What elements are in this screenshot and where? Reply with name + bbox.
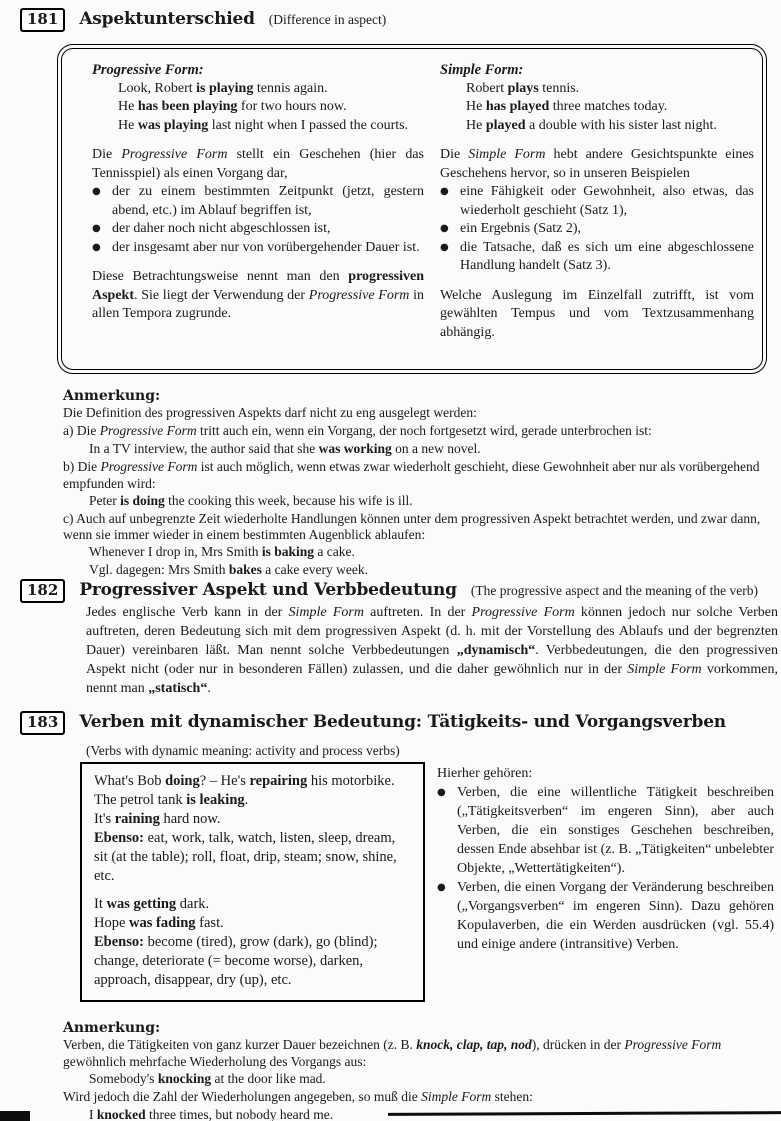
text-segment: Die xyxy=(92,147,122,162)
text-segment: knocked xyxy=(96,1106,146,1121)
text-segment: vorkommen, nennt man xyxy=(86,662,779,696)
text-segment: In a TV interview, the author said that she xyxy=(89,441,319,456)
text-segment: doing xyxy=(165,773,200,789)
text-segment: three times, but nobody heard me. xyxy=(145,1106,334,1121)
text-segment: a double with his sister last night. xyxy=(525,117,717,133)
text-line xyxy=(92,239,424,258)
text-segment: The petrol tank xyxy=(94,792,187,808)
progressive-form-column xyxy=(92,61,424,342)
text-segment: plays xyxy=(507,80,539,96)
text-segment: Diese Betrachtungsweise nennt man den xyxy=(92,269,349,284)
text-segment: in allen Tempora zugrunde. xyxy=(92,287,425,321)
text-segment: können jedoch nur solche Verben auftreten, deren Bedeutung sich mit dem progressiven Aspekt (d. h. mit der Vorstellung des Ablaufs und der begrenzten Dauer) vereinbaren läßt. Man nennt solche Verbbedeutungen xyxy=(86,605,779,658)
section-181-header xyxy=(20,8,386,32)
aspect-comparison-box-inner xyxy=(61,48,763,370)
text-segment: his motorbike. xyxy=(307,773,395,789)
text-segment: Welche Auslegung im Einzelfall zutrifft, ist vom gewählten Tempus und vom Textzusammenhang abhängig. xyxy=(440,287,754,340)
text-line xyxy=(63,405,771,423)
note-section-183 xyxy=(63,1019,775,1121)
text-line xyxy=(63,441,771,459)
text-line xyxy=(63,459,771,493)
progressive-form-heading: Progressive Form: xyxy=(92,62,204,78)
text-segment: was playing xyxy=(137,117,209,133)
text-segment: I xyxy=(89,1106,97,1121)
text-segment: repairing xyxy=(249,773,308,789)
text-segment: der zu einem bestimmten Zeitpunkt (jetzt, gestern abend, etc.) im Ablauf begriffen ist, xyxy=(112,184,424,218)
section-number-badge: 183 xyxy=(20,711,65,735)
text-segment: Verben, die einen Vorgang der Veränderung beschreiben („Vorgangsverben“ im engeren Sinn). Dazu gehören Kopulaverben, die ein Werden ausdrücken (vgl. 55.4) und einige andere (intransitive) Verben. xyxy=(457,880,774,952)
text-segment: progressiven Aspekt xyxy=(92,269,424,303)
progressive-form-examples xyxy=(92,80,424,136)
section-subtitle-en: (The progressive aspect and the meaning of the verb) xyxy=(470,583,759,598)
text-segment: What's Bob xyxy=(94,773,166,789)
text-segment: Whenever I drop in, Mrs Smith xyxy=(89,544,262,560)
simple-form-conclusion xyxy=(440,287,754,343)
dynamic-verbs-examples-box xyxy=(80,762,425,1002)
section-number-badge: 182 xyxy=(20,579,65,603)
text-line xyxy=(94,895,411,914)
text-segment: dark. xyxy=(176,896,210,912)
simple-form-heading: Simple Form: xyxy=(440,62,524,78)
text-segment: Wird jedoch die Zahl der Wiederholungen angegeben, so muß die xyxy=(63,1088,422,1104)
section-183-header xyxy=(20,711,726,735)
text-segment: Progressive Form xyxy=(100,459,198,474)
text-segment: is leaking xyxy=(186,792,245,808)
text-segment: is doing xyxy=(120,492,165,508)
text-segment: was working xyxy=(318,441,392,456)
text-segment: played xyxy=(485,117,526,133)
text-segment: It's xyxy=(94,811,115,827)
text-segment: Verben, die eine willentliche Tätigkeit beschreiben („Tätigkeitsverben“ im engeren Sinn), aber auch Verben, die ein sonstiges Geschehen beschreiben, dessen Ende absehbar ist (z. B. „Tätigkeiten“ unbelebter Objekte, „Wettertätigkeiten“). xyxy=(457,785,774,876)
process-verbs-note xyxy=(437,878,774,954)
text-segment: has been playing xyxy=(137,99,238,114)
note-label: Anmerkung: xyxy=(63,1020,161,1036)
text-line xyxy=(63,493,771,511)
section-subtitle-en: (Difference in aspect) xyxy=(268,12,387,27)
text-segment: tritt auch ein, wenn ein Vorgang, der noch fortgesetzt wird, gerade unterbrochen ist: xyxy=(196,423,652,438)
text-line xyxy=(63,1089,775,1107)
text-segment: . xyxy=(207,681,211,696)
text-line xyxy=(63,562,771,580)
text-segment: Progressive Form xyxy=(99,423,197,438)
text-segment: Ebenso: xyxy=(94,934,144,950)
text-segment: c) Auch auf unbegrenzte Zeit wiederholte Handlungen können unter dem progressiven Aspekt betrachtet werden, und zwar dann, wenn sie immer wieder in einem bestimmten Augenblick ablaufen: xyxy=(63,510,761,543)
text-segment: Progressive Form xyxy=(121,147,228,162)
section-title: Progressiver Aspekt und Verbbedeutung xyxy=(79,580,457,600)
section-title: Verben mit dynamischer Bedeutung: Tätigkeits- und Vorgangsverben xyxy=(79,712,726,732)
note-label: Anmerkung: xyxy=(63,388,161,404)
text-segment: hebt andere Gesichtspunkte eines Geschehens hervor, so in unseren Beispielen xyxy=(440,147,755,181)
text-segment: stehen: xyxy=(491,1088,533,1104)
text-segment: the cooking this week, because his wife is ill. xyxy=(164,492,413,508)
text-line xyxy=(92,98,424,117)
text-segment: . Sie liegt der Verwendung der xyxy=(134,287,309,303)
note-lines xyxy=(63,1037,775,1121)
text-segment: hard now. xyxy=(159,811,221,827)
text-segment: is playing xyxy=(196,80,254,96)
text-segment: Die xyxy=(440,147,469,162)
text-segment: on a new novel. xyxy=(391,441,481,456)
progressive-aspect-conclusion xyxy=(92,268,424,324)
text-segment: Verben, die Tätigkeiten von ganz kurzer Dauer bezeichnen (z. B. xyxy=(63,1037,417,1052)
text-line xyxy=(440,239,754,276)
text-segment: tennis again. xyxy=(253,80,328,96)
text-segment: der daher noch nicht abgeschlossen ist, xyxy=(112,221,331,236)
text-segment: „statisch“ xyxy=(148,681,208,696)
text-segment: ein Ergebnis (Satz 2), xyxy=(460,221,582,236)
text-line xyxy=(63,511,771,545)
text-segment: three matches today. xyxy=(549,99,668,114)
text-segment: b) Die xyxy=(63,459,101,474)
text-segment: has played xyxy=(485,99,550,114)
text-segment: Die Definition des progressiven Aspekts darf nicht zu eng ausgelegt werden: xyxy=(63,405,477,420)
text-segment: Hope xyxy=(94,915,130,931)
text-segment: stellt ein Geschehen (hier das Tennisspiel) als einen Vorgang dar, xyxy=(92,147,424,181)
text-segment: a) Die xyxy=(63,423,100,438)
progressive-form-bullets xyxy=(92,183,424,257)
text-segment: gewöhnlich mehrfache Wiederholung des Vorgangs aus: xyxy=(63,1053,367,1069)
activity-verbs-examples xyxy=(94,772,411,886)
dynamic-verbs-notes xyxy=(437,764,774,954)
text-segment: Simple Form xyxy=(468,147,546,162)
text-line xyxy=(92,183,424,220)
text-line xyxy=(440,117,754,136)
text-line xyxy=(92,220,424,239)
text-line xyxy=(92,80,424,99)
text-segment: die Tatsache, daß es sich um eine abgeschlossene Handlung handelt (Satz 3). xyxy=(460,239,754,273)
text-segment: knock, clap, tap, nod xyxy=(416,1037,532,1052)
simple-form-examples xyxy=(440,80,754,136)
text-segment: Simple Form xyxy=(288,605,364,620)
scan-artifact-corner xyxy=(0,1111,30,1121)
text-segment: for two hours now. xyxy=(237,99,347,114)
text-segment: Progressive Form xyxy=(471,605,575,620)
text-segment: ? – He's xyxy=(199,773,250,789)
text-segment: Peter xyxy=(89,492,121,508)
text-line xyxy=(63,1037,775,1071)
text-segment: last night when I passed the courts. xyxy=(208,117,409,133)
text-segment: eat, work, talk, watch, listen, sleep, dream, sit (at the table); roll, float, drip, steam; snow, shine, etc. xyxy=(94,830,397,884)
text-segment: ), drücken in der xyxy=(531,1037,625,1052)
text-segment: It xyxy=(94,896,107,912)
text-line xyxy=(63,423,771,441)
note-section-181 xyxy=(63,387,771,580)
text-line xyxy=(94,914,411,933)
text-segment: Ebenso: xyxy=(94,830,144,846)
text-segment: Jedes englische Verb kann in der xyxy=(86,605,289,620)
activity-verbs-note xyxy=(437,783,774,878)
text-segment: a cake every week. xyxy=(261,562,368,578)
section-182-header xyxy=(20,579,758,603)
text-segment: fast. xyxy=(195,915,224,931)
text-line xyxy=(94,772,411,791)
text-segment: Vgl. dagegen: Mrs Smith xyxy=(89,562,229,578)
text-segment: raining xyxy=(114,811,160,827)
aspect-comparison-box xyxy=(57,44,767,374)
text-segment: is baking xyxy=(261,544,314,560)
text-segment: . xyxy=(244,792,249,808)
section-title: Aspektunterschied xyxy=(79,9,255,29)
note-lines xyxy=(63,405,771,580)
text-segment: Simple Form xyxy=(421,1088,492,1104)
text-segment: Somebody's xyxy=(89,1070,158,1086)
text-segment: . Verbbedeutungen, die den progressiven Aspekt nicht (oder nur in besonderen Fällen) zulassen, und die daher gewöhnlich nur in der xyxy=(86,643,778,677)
text-segment: Progressive Form xyxy=(624,1037,722,1052)
text-line xyxy=(63,544,771,562)
notes-intro: Hierher gehören: xyxy=(437,766,533,781)
text-segment: Simple Form xyxy=(627,662,702,677)
progressive-form-explanation xyxy=(92,146,424,183)
text-line xyxy=(440,220,754,239)
simple-form-column xyxy=(440,61,754,342)
text-segment: eine Fähigkeit oder Gewohnheit, also etwas, das wiederholt geschieht (Satz 1), xyxy=(460,184,754,218)
text-segment: He xyxy=(466,117,486,133)
text-line xyxy=(440,80,754,99)
section-182-paragraph xyxy=(86,603,778,698)
process-verbs-examples xyxy=(94,895,411,990)
text-segment: Robert xyxy=(466,80,508,96)
section-number-badge: 181 xyxy=(20,8,65,32)
simple-form-explanation xyxy=(440,146,754,183)
text-line xyxy=(94,829,411,886)
text-segment: was getting xyxy=(106,896,177,912)
text-segment: Progressive Form xyxy=(308,287,410,303)
comparison-columns xyxy=(92,61,754,342)
text-segment: He xyxy=(118,99,138,114)
text-line xyxy=(92,117,424,136)
text-segment: ist auch möglich, wenn etwas zwar wiederholt geschieht, diese Gewohnheit aber nur als vorübergehend empfunden wird: xyxy=(63,459,760,491)
text-line xyxy=(440,183,754,220)
text-segment: knocking xyxy=(157,1070,212,1086)
text-segment: tennis. xyxy=(538,80,580,96)
section-183-subtitle-en: (Verbs with dynamic meaning: activity and process verbs) xyxy=(86,743,400,758)
simple-form-bullets xyxy=(440,183,754,276)
text-line xyxy=(94,810,411,829)
text-line xyxy=(63,1071,775,1089)
text-segment: bakes xyxy=(228,562,262,578)
text-segment: Look, Robert xyxy=(118,80,197,96)
text-segment: become (tired), grow (dark), go (blind); change, deteriorate (= become worse), darken, approach, disappear, dry (up), etc. xyxy=(94,934,378,988)
text-segment: at the door like mad. xyxy=(211,1070,326,1086)
text-line xyxy=(440,98,754,117)
text-segment: was fading xyxy=(129,915,196,931)
text-segment: He xyxy=(118,117,138,133)
text-segment: auftreten. In der xyxy=(363,605,472,620)
text-segment: „dynamisch“ xyxy=(456,643,536,658)
text-segment: der insgesamt aber nur von vorübergehender Dauer ist. xyxy=(112,239,420,255)
text-line xyxy=(94,791,411,810)
text-segment: He xyxy=(466,99,486,114)
text-line xyxy=(94,933,411,990)
text-segment: a cake. xyxy=(314,544,355,560)
